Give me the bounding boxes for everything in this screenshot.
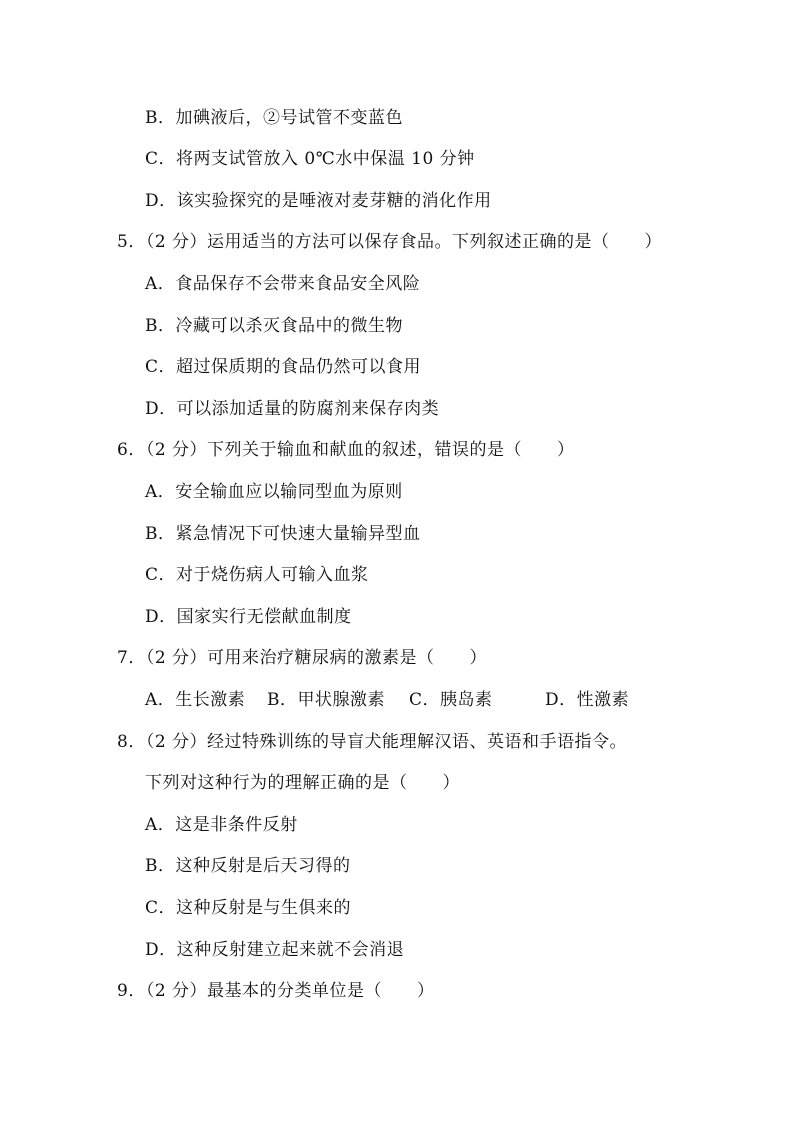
q5-option-d: D．可以添加适量的防腐剂来保存肉类 — [145, 399, 440, 419]
q5-stem: 5．（2 分）运用适当的方法可以保存食品。下列叙述正确的是（ ） — [117, 232, 663, 252]
q8-option-d: D．这种反射建立起来就不会消退 — [145, 940, 405, 960]
q4-option-c: C．将两支试管放入 0℃水中保温 10 分钟 — [145, 149, 475, 169]
q6-stem: 6．（2 分）下列关于输血和献血的叙述，错误的是（ ） — [117, 440, 575, 460]
q5-option-c: C．超过保质期的食品仍然可以食用 — [145, 357, 422, 377]
q4-option-d: D．该实验探究的是唾液对麦芽糖的消化作用 — [145, 191, 492, 211]
q5-option-b: B．冷藏可以杀灭食品中的微生物 — [145, 316, 403, 336]
q6-option-c: C．对于烧伤病人可输入血浆 — [145, 565, 369, 585]
q9-stem: 9．（2 分）最基本的分类单位是（ ） — [117, 981, 435, 1001]
q8-stem-line-1: 8．（2 分）经过特殊训练的导盲犬能理解汉语、英语和手语指令。 — [117, 732, 628, 752]
q8-option-a: A．这是非条件反射 — [145, 815, 298, 835]
q6-option-a: A．安全输血应以输同型血为原则 — [145, 482, 403, 502]
q7-option-d: D．性激素 — [545, 690, 630, 710]
q8-stem-line-2: 下列对这种行为的理解正确的是（ ） — [145, 773, 460, 793]
q5-option-a: A．食品保存不会带来食品安全风险 — [145, 274, 421, 294]
q7-option-c: C．胰岛素 — [409, 690, 493, 710]
q7-option-b: B．甲状腺激素 — [267, 690, 385, 710]
q8-option-c: C．这种反射是与生俱来的 — [145, 898, 352, 918]
q4-option-b: B．加碘液后，②号试管不变蓝色 — [145, 108, 403, 128]
q6-option-d: D．国家实行无偿献血制度 — [145, 607, 352, 627]
q7-options-row — [145, 689, 629, 711]
q7-stem: 7．（2 分）可用来治疗糖尿病的激素是（ ） — [117, 648, 488, 668]
q6-option-b: B．紧急情况下可快速大量输异型血 — [145, 524, 421, 544]
q8-option-b: B．这种反射是后天习得的 — [145, 856, 351, 876]
q7-option-a: A．生长激素 — [145, 690, 246, 710]
